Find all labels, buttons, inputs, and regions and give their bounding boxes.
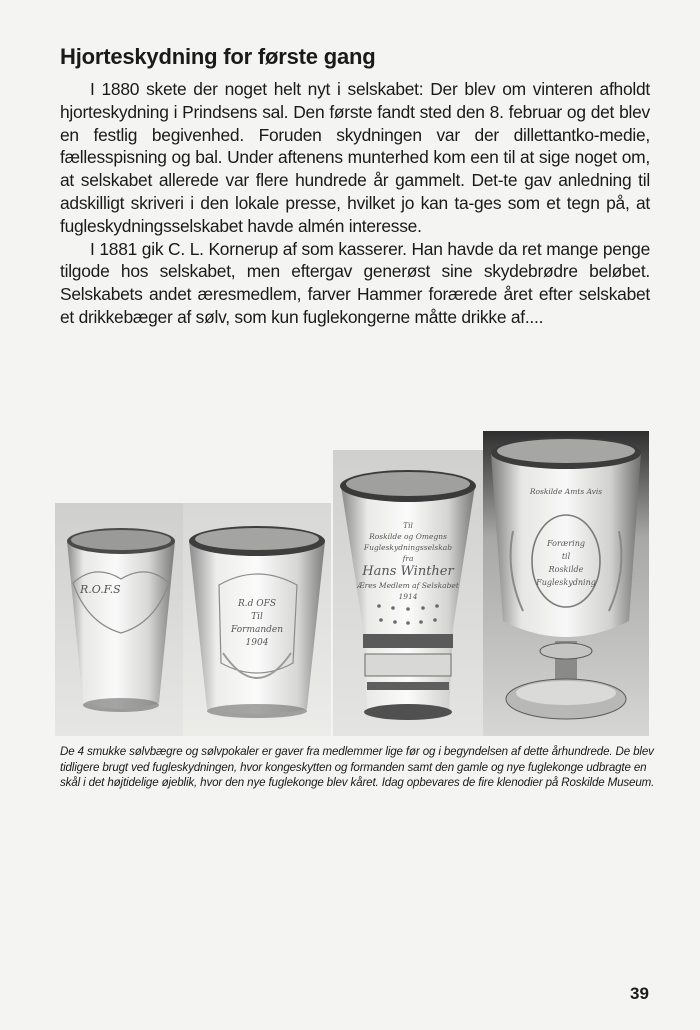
photo-4-engraving: Foræring til Roskilde Fugleskydning [536,539,596,587]
photo-4-engraving-top: Roskilde Amts Avis [529,487,603,496]
body-text [60,78,650,329]
paragraph: I 1880 skete der noget helt nyt i selskabet: Der blev om vinteren afholdt hjorteskydning i Prindsens sal. Den første fandt sted den 8. februar og det blev en festlig begivenhed. Foruden skydningen var der dillettantko-medie, fællesspisning og bal. Under aftenens munterhed kom een til at sige noget om, at selskabet allerede var flere hundrede år gammelt. Det-te gav anledning til adskilligt skriveri i den lokale presse, hvilket jo kan ta-ges som et tegn på, at fugleskydningsselskabet havde almén interesse. [60,79,650,236]
section-heading: Hjorteskydning for første gang [60,44,376,69]
photo-beaker-1 [55,503,183,736]
photo-3-engraving: Til Roskilde og Omegns Fugleskydningsselskab fra Hans Winther Æres Medlem af Selskabet 1914 [357,521,459,601]
photo-1-engraving: R.O.F.S [80,583,121,596]
photo-2-engraving: R.d OFS Til Formanden 1904 [230,599,284,648]
paragraph: I 1881 gik C. L. Kornerup af som kasserer. Han havde da ret mange penge tilgode hos selskabet, men eftergav generøst sine skydebrødre beløbet. Selskabets andet æresmedlem, farver Hammer forærede året efter selskabet et drikkebæger af sølv, som kun fuglekongerne måtte drikke af.... [60,238,650,327]
page-number: 39 [630,984,649,1003]
photo-caption: De 4 smukke sølvbægre og sølvpokaler er gaver fra medlemmer lige før og i begyndelsen af dette århundrede. De blev tidligere brugt ved fugleskydningen, hvor kongeskytten og formanden samt den gamle og nye fuglekonge udbragte en skål i det højtidelige øjeblik, hvor den nye fuglekonge blev kåret. Idag opbevares de fire klenodier på Roskilde Museum. [60,745,655,789]
